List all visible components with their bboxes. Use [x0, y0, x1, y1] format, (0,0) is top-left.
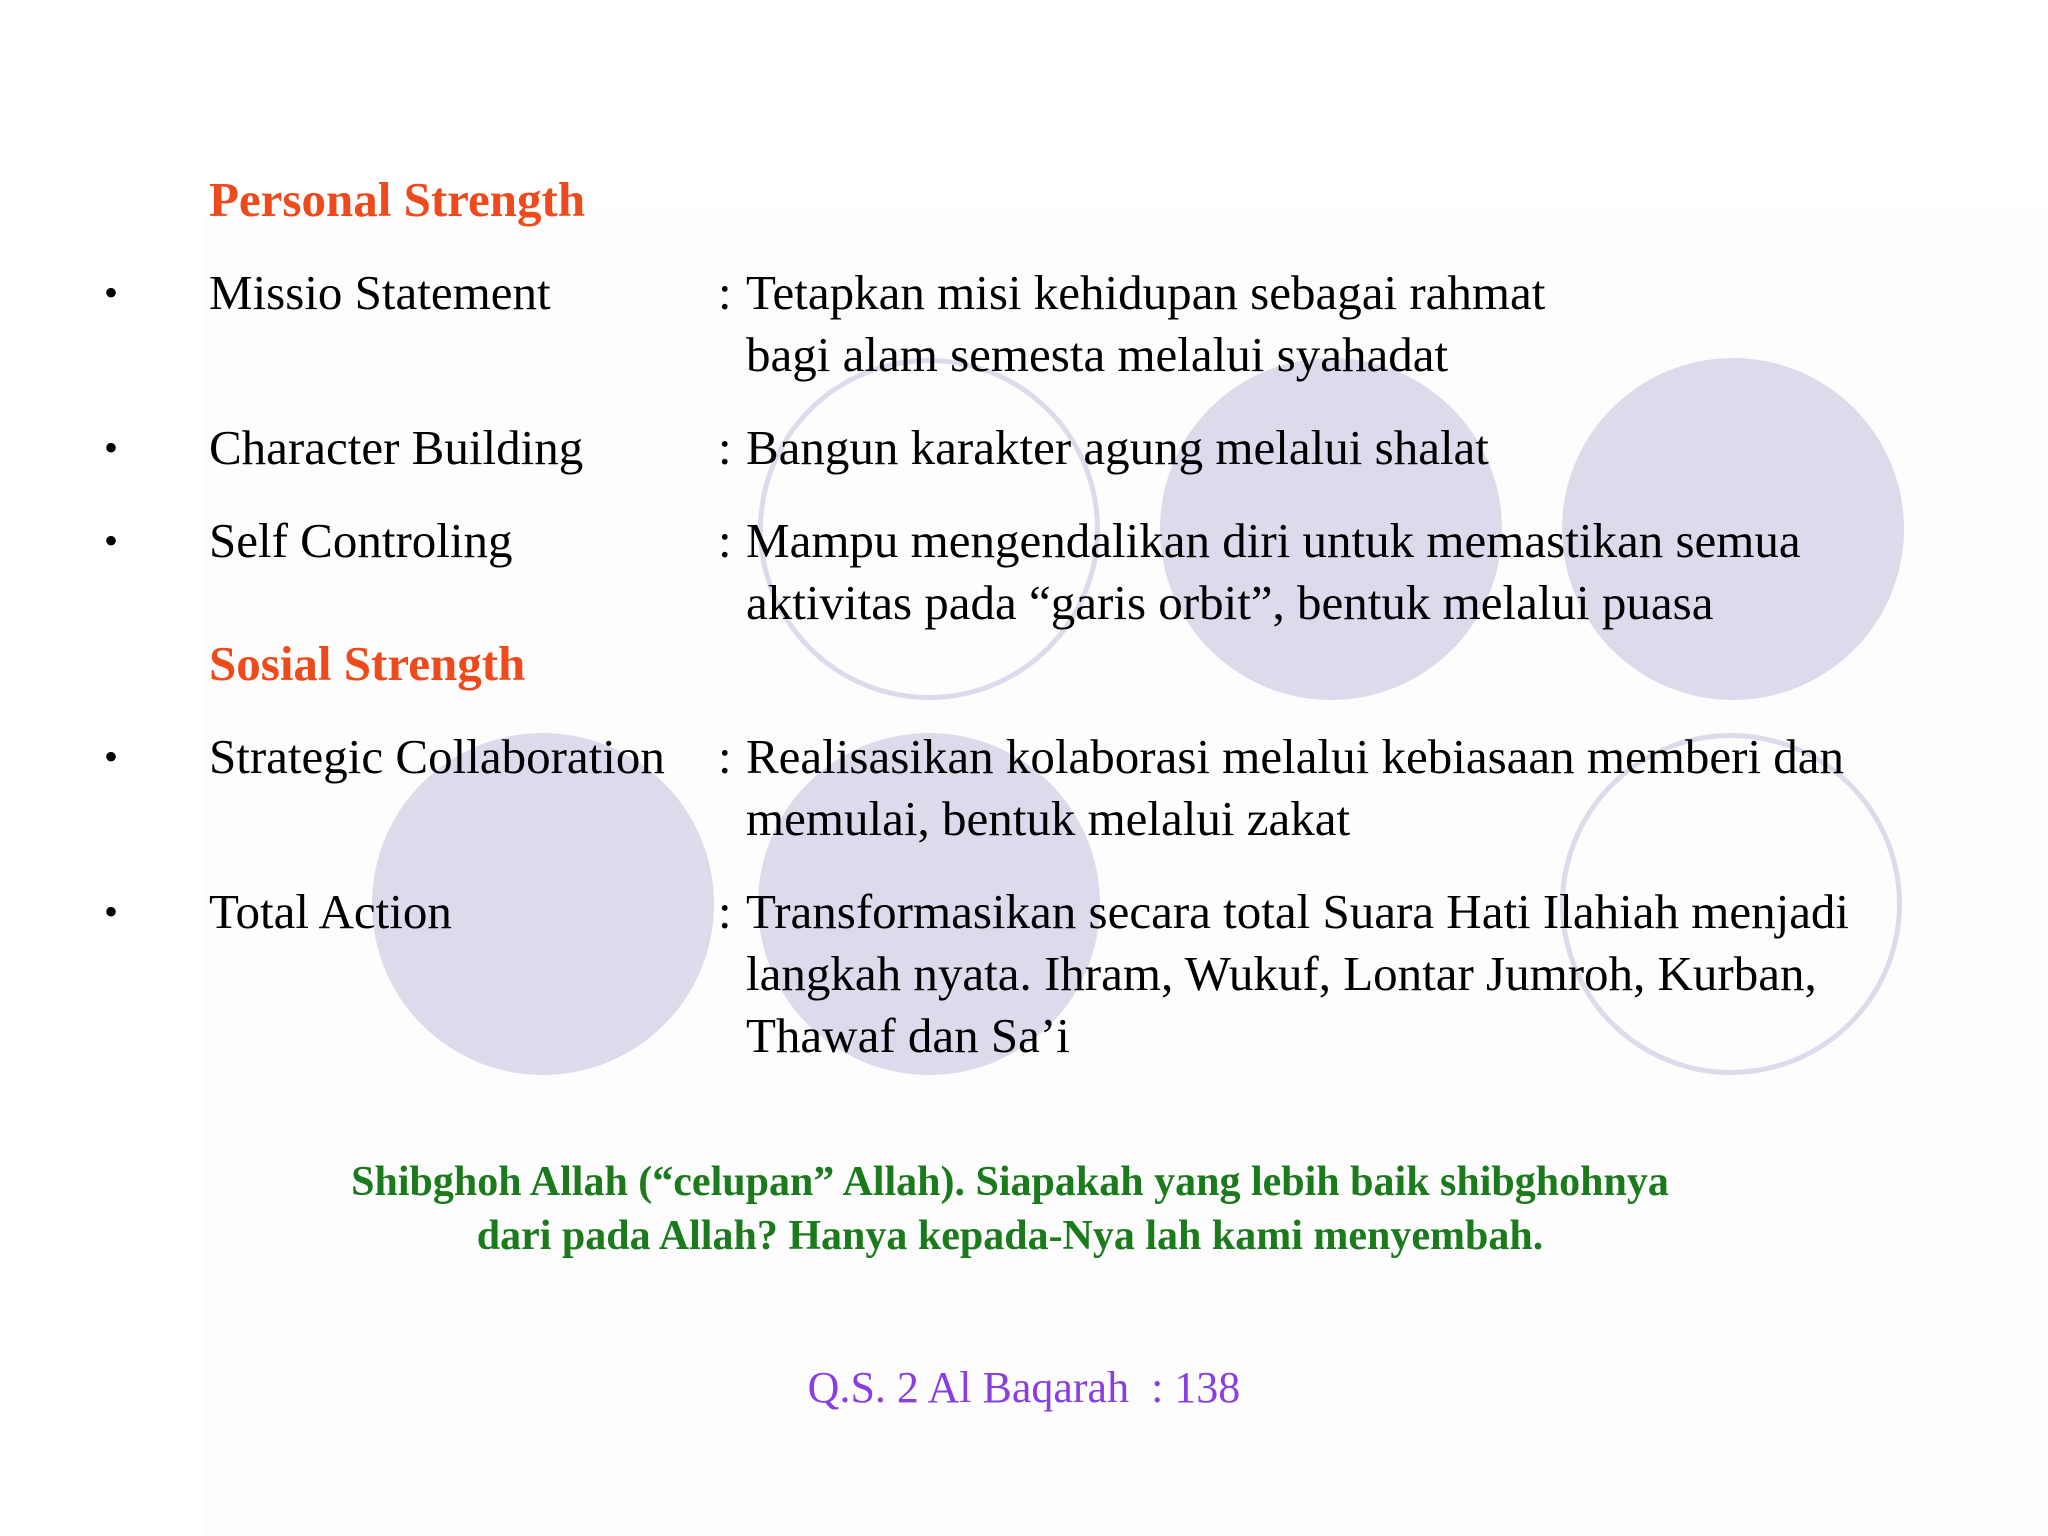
bullet: • — [104, 425, 119, 470]
item-description-line: Realisasikan kolaborasi melalui kebiasaan memberi dan — [746, 729, 1845, 784]
colon: : — [718, 884, 732, 939]
quote-source: Q.S. 2 Al Baqarah : 138 — [807, 1363, 1241, 1412]
colon: : — [718, 513, 732, 568]
bullet: • — [104, 889, 119, 934]
colon: : — [718, 729, 732, 784]
quote-line: Shibghoh Allah (“celupan” Allah). Siapakah yang lebih baik shibghohnya — [351, 1159, 1669, 1205]
item-description-line: Transformasikan secara total Suara Hati Ilahiah menjadi — [746, 884, 1850, 939]
bullet: • — [104, 734, 119, 779]
item-description-line: Mampu mengendalikan diri untuk memastikan semua — [746, 513, 1801, 568]
item-description-line: Thawaf dan Sa’i — [746, 1008, 1070, 1063]
colon: : — [718, 420, 732, 475]
item-description-line: aktivitas pada “garis orbit”, bentuk melalui puasa — [746, 575, 1714, 630]
item-label: Total Action — [209, 884, 452, 939]
item-label: Missio Statement — [209, 265, 551, 320]
item-label: Self Controling — [209, 513, 513, 568]
bullet: • — [104, 518, 119, 563]
quote-line: dari pada Allah? Hanya kepada-Nya lah kami menyembah. — [476, 1213, 1544, 1259]
item-label: Character Building — [209, 420, 584, 475]
social-strength-heading: Sosial Strength — [209, 636, 526, 691]
item-description-line: Bangun karakter agung melalui shalat — [746, 420, 1489, 475]
quote-block — [160, 1155, 1860, 1263]
bullet: • — [104, 270, 119, 315]
item-description-line: Tetapkan misi kehidupan sebagai rahmat — [746, 265, 1546, 320]
item-description-line: langkah nyata. Ihram, Wukuf, Lontar Jumroh, Kurban, — [746, 946, 1817, 1001]
item-description-line: bagi alam semesta melalui syahadat — [746, 327, 1449, 382]
item-description-line: memulai, bentuk melalui zakat — [746, 791, 1351, 846]
colon: : — [718, 265, 732, 320]
personal-strength-heading: Personal Strength — [209, 172, 586, 227]
item-label: Strategic Collaboration — [209, 729, 665, 784]
